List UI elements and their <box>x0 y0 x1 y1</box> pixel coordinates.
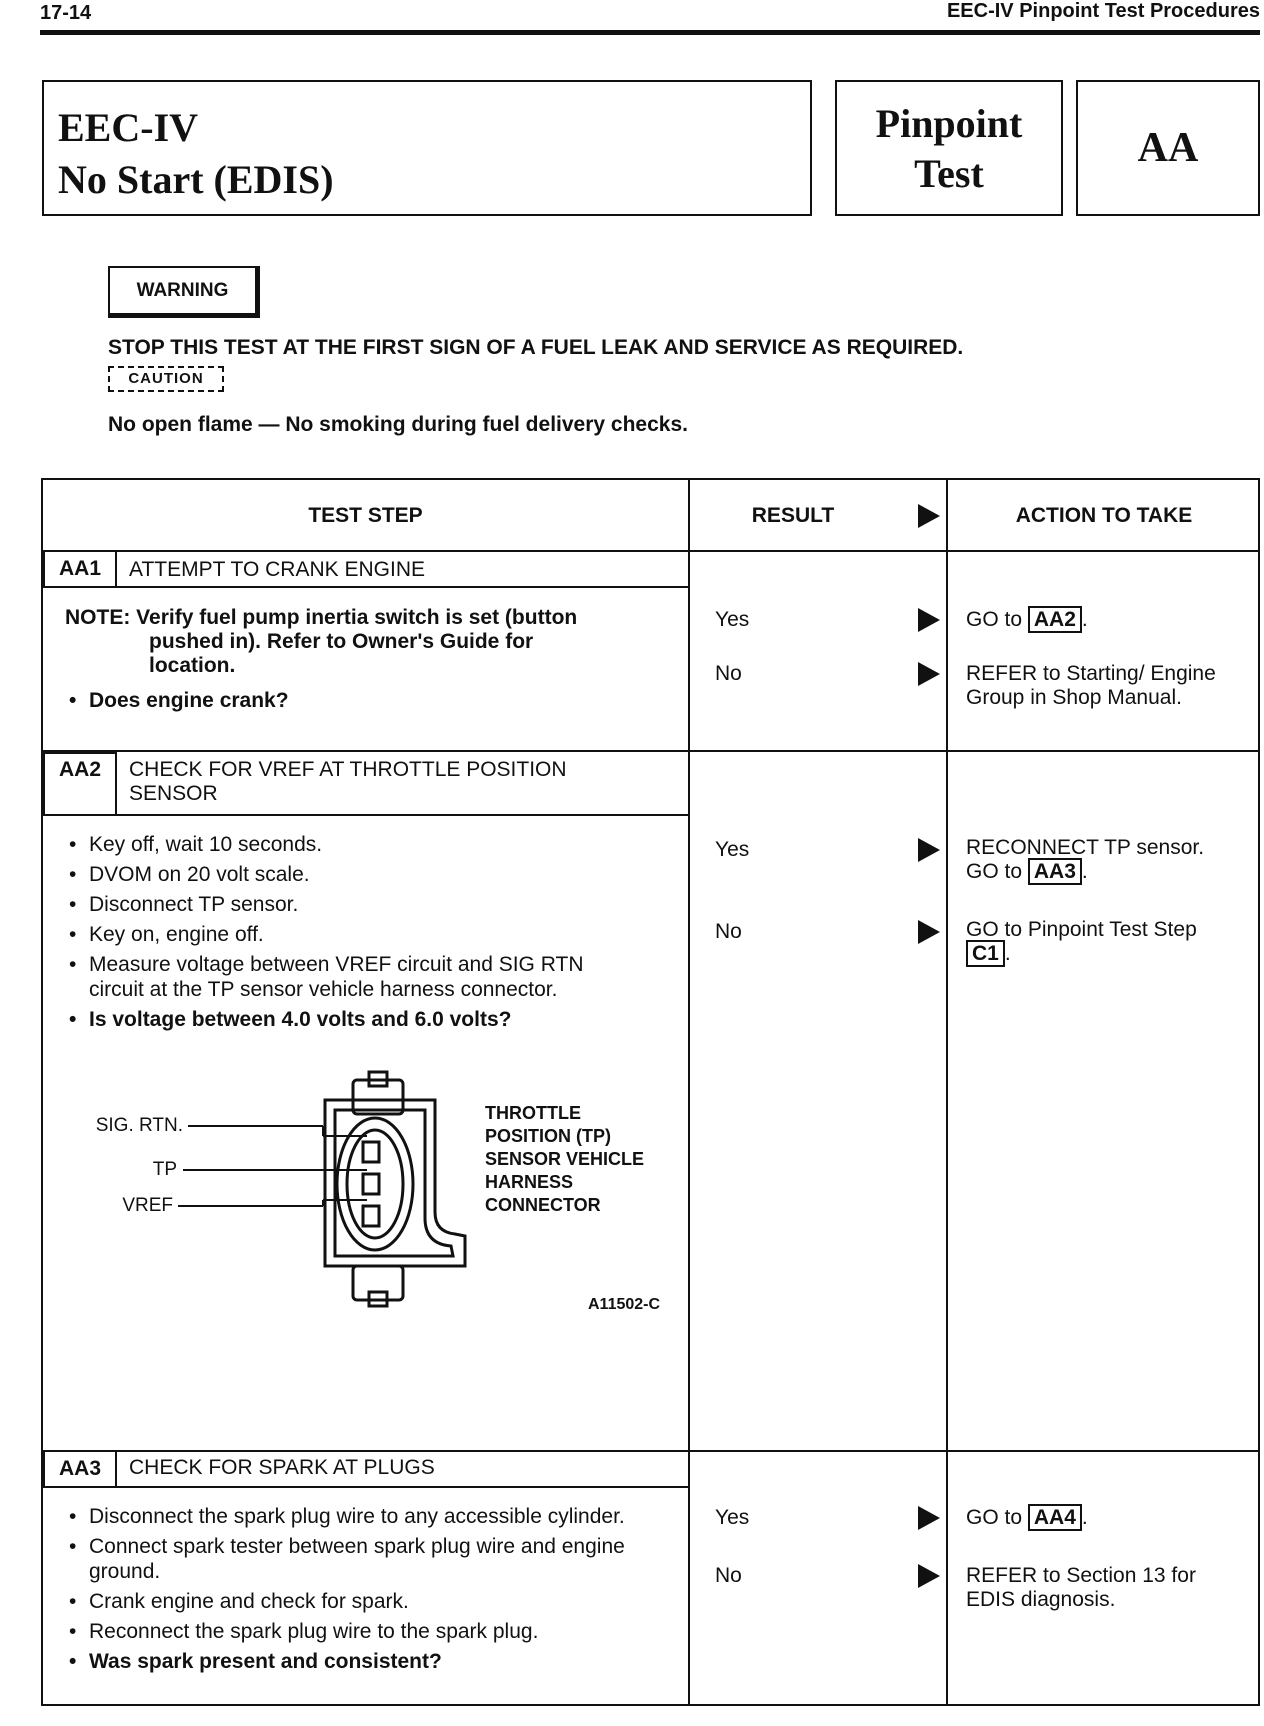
arrow-icon <box>918 608 940 632</box>
step-question-aa1: • Does engine crank? <box>65 688 665 713</box>
diagram-label-vref: VREF <box>122 1195 173 1216</box>
step-ref-link[interactable]: AA4 <box>1028 1504 1082 1531</box>
step-id-aa3: AA3 <box>43 1450 117 1488</box>
bullet-item: • Disconnect TP sensor. <box>65 892 635 917</box>
bullet-item: • Disconnect the spark plug wire to any accessible cylinder. <box>65 1504 665 1529</box>
bullet-item: • Key off, wait 10 seconds. <box>65 832 635 857</box>
action-text: GO to <box>966 1506 1023 1529</box>
bullet-item: • Reconnect the spark plug wire to the spark plug. <box>65 1619 665 1644</box>
bullet-item: • Crank engine and check for spark. <box>65 1589 665 1614</box>
caption-line: HARNESS <box>485 1172 574 1192</box>
caption-line: POSITION (TP) <box>485 1126 611 1146</box>
step-bullets-aa2 <box>65 832 635 1037</box>
step-title-box <box>117 1450 690 1488</box>
arrow-icon <box>918 1564 940 1588</box>
test-type-line-1: Pinpoint <box>875 101 1023 146</box>
result-no: No <box>715 662 742 685</box>
test-code-box <box>1076 80 1260 216</box>
action-text: GO to Pinpoint Test Step <box>966 918 1197 941</box>
diagram-label-tp: TP <box>152 1159 177 1180</box>
arrow-icon <box>918 662 940 686</box>
step-ref-link[interactable]: AA2 <box>1028 606 1082 633</box>
action-aa2-no <box>966 918 1226 966</box>
bullet-item: • Measure voltage between VREF circuit and SIG RTN circuit at the TP sensor vehicle harness connector. <box>65 952 635 1002</box>
step-question-aa2: • Is voltage between 4.0 volts and 6.0 volts? <box>65 1007 635 1032</box>
title-line-1: EEC-IV <box>58 105 199 150</box>
action-period: . <box>1081 860 1088 883</box>
bullet-item: • Connect spark tester between spark plug wire and engine ground. <box>65 1534 665 1584</box>
arrow-icon <box>918 1506 940 1530</box>
test-code: AA <box>1137 125 1199 171</box>
step-questions-aa1 <box>65 688 665 718</box>
result-yes: Yes <box>715 608 750 631</box>
diagram-label-sig-rtn: SIG. RTN. <box>95 1115 183 1136</box>
arrow-icon <box>918 838 940 862</box>
pinpoint-test-table <box>41 478 1260 1706</box>
diagram-caption <box>485 1102 644 1217</box>
step-id-aa1: AA1 <box>43 550 117 588</box>
arrow-icon <box>918 504 940 528</box>
header-rule <box>40 30 1260 35</box>
action-period: . <box>1081 608 1088 631</box>
step-note-aa1: NOTE: Verify fuel pump inertia switch is set (button pushed in). Refer to Owner's Guide for location. <box>65 606 578 677</box>
result-yes: Yes <box>715 1506 750 1529</box>
action-text: GO to <box>966 608 1023 631</box>
step-title-aa3: CHECK FOR SPARK AT PLUGS <box>129 1456 435 1479</box>
step-ref-link[interactable]: C1 <box>966 940 1005 967</box>
section-title: EEC-IV Pinpoint Test Procedures <box>946 0 1260 22</box>
column-divider <box>688 480 690 1704</box>
caption-line: SENSOR VEHICLE <box>485 1149 645 1169</box>
arrow-icon <box>918 920 940 944</box>
caution-label: CAUTION <box>108 366 224 392</box>
action-aa3-yes <box>966 1506 1246 1530</box>
col-header-result: RESULT <box>751 504 835 527</box>
result-yes: Yes <box>715 838 750 861</box>
test-type-line-2: Test <box>914 151 984 196</box>
caption-line: THROTTLE <box>485 1103 581 1123</box>
action-text: RECONNECT TP sensor. GO to <box>966 836 1205 883</box>
tp-connector-diagram <box>83 1070 683 1313</box>
page-number: 17-14 <box>40 2 92 24</box>
action-period: . <box>1004 942 1011 965</box>
step-title-aa1: ATTEMPT TO CRANK ENGINE <box>129 558 425 581</box>
action-aa1-yes <box>966 608 1246 632</box>
figure-id: A11502-C <box>588 1296 661 1313</box>
result-no: No <box>715 1564 742 1587</box>
title-box <box>42 80 812 216</box>
warning-label: WARNING <box>108 266 260 318</box>
action-aa3-no: REFER to Section 13 for EDIS diagnosis. <box>966 1564 1196 1611</box>
step-title-box <box>117 752 690 816</box>
step-bullets-aa3 <box>65 1504 665 1679</box>
action-period: . <box>1081 1506 1088 1529</box>
col-header-action: ACTION TO TAKE <box>1015 504 1193 527</box>
test-type-box <box>835 80 1063 216</box>
bullet-item: • DVOM on 20 volt scale. <box>65 862 635 887</box>
bullet-item: • Key on, engine off. <box>65 922 635 947</box>
caution-text: No open flame — No smoking during fuel delivery checks. <box>108 413 688 436</box>
col-header-test-step: TEST STEP <box>308 504 423 527</box>
action-aa2-yes <box>966 836 1226 884</box>
step-ref-link[interactable]: AA3 <box>1028 858 1082 885</box>
result-no: No <box>715 920 742 943</box>
caption-line: CONNECTOR <box>485 1195 601 1215</box>
action-aa1-no: REFER to Starting/ Engine Group in Shop Manual. <box>966 662 1216 709</box>
step-title-aa2: CHECK FOR VREF AT THROTTLE POSITION SENSOR <box>129 758 567 805</box>
step-title-box <box>117 550 690 588</box>
column-divider <box>946 480 948 1704</box>
step-id-aa2: AA2 <box>43 752 117 816</box>
warning-text: STOP THIS TEST AT THE FIRST SIGN OF A FUEL LEAK AND SERVICE AS REQUIRED. <box>108 336 964 359</box>
step-question-aa3: • Was spark present and consistent? <box>65 1649 665 1674</box>
title-line-2: No Start (EDIS) <box>58 157 334 202</box>
